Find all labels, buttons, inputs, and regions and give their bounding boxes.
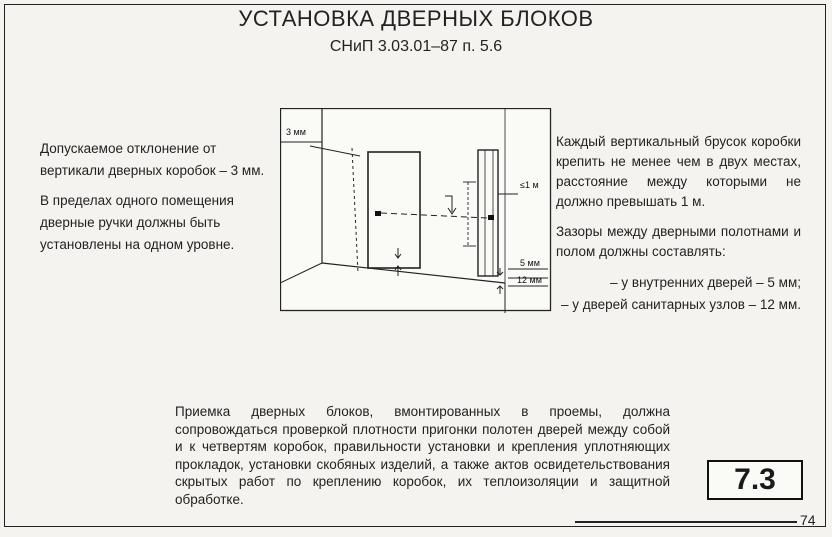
footer-rule <box>575 521 797 523</box>
page-title: УСТАНОВКА ДВЕРНЫХ БЛОКОВ <box>238 6 594 31</box>
section-badge: 7.3 <box>707 460 803 500</box>
fixing-paragraph: Каждый вертикальный брусок коробки крепить не менее чем в двух местах, расстояние между которыми не должно превышать 1 м. <box>556 134 801 209</box>
gap-item-sanitary: – у дверей санитарных узлов – 12 мм. <box>560 297 801 312</box>
deviation-paragraph: Допускаемое отклонение от вертикали дверных коробок – 3 мм. <box>40 141 265 178</box>
door-handle-left <box>375 211 381 216</box>
gaps-paragraph: Зазоры между дверными полотнами и полом должны составлять: <box>556 224 801 259</box>
label-12mm: 12 мм <box>517 275 542 285</box>
label-5mm: 5 мм <box>520 258 540 268</box>
right-text-block <box>556 132 801 316</box>
page-number: 74 <box>800 512 816 528</box>
page-subtitle: СНиП 3.03.01–87 п. 5.6 <box>329 38 503 55</box>
label-1m: ≤1 м <box>520 180 539 190</box>
door-handle-right <box>488 215 494 220</box>
gap-item-internal: – у внутренних дверей – 5 мм; <box>610 275 801 290</box>
left-text-block <box>40 138 275 264</box>
label-3mm: 3 мм <box>286 127 306 137</box>
acceptance-paragraph: Приемка дверных блоков, вмонтированных в проемы, должна сопровождаться проверкой плотности пригонки полотен дверей между собой и к четвертям коробок, правильности установки и крепления уплотняющих прокладок, установки скобяных изделий, а также актов освидетельствования скрытых работ по креплению коробок, их теплоизоляции и защитной обработке. <box>175 404 670 507</box>
handles-paragraph: В пределах одного помещения дверные ручки должны быть установлены на одном уровне. <box>40 193 235 252</box>
diagram-border <box>281 109 551 311</box>
door-installation-diagram <box>280 108 552 313</box>
